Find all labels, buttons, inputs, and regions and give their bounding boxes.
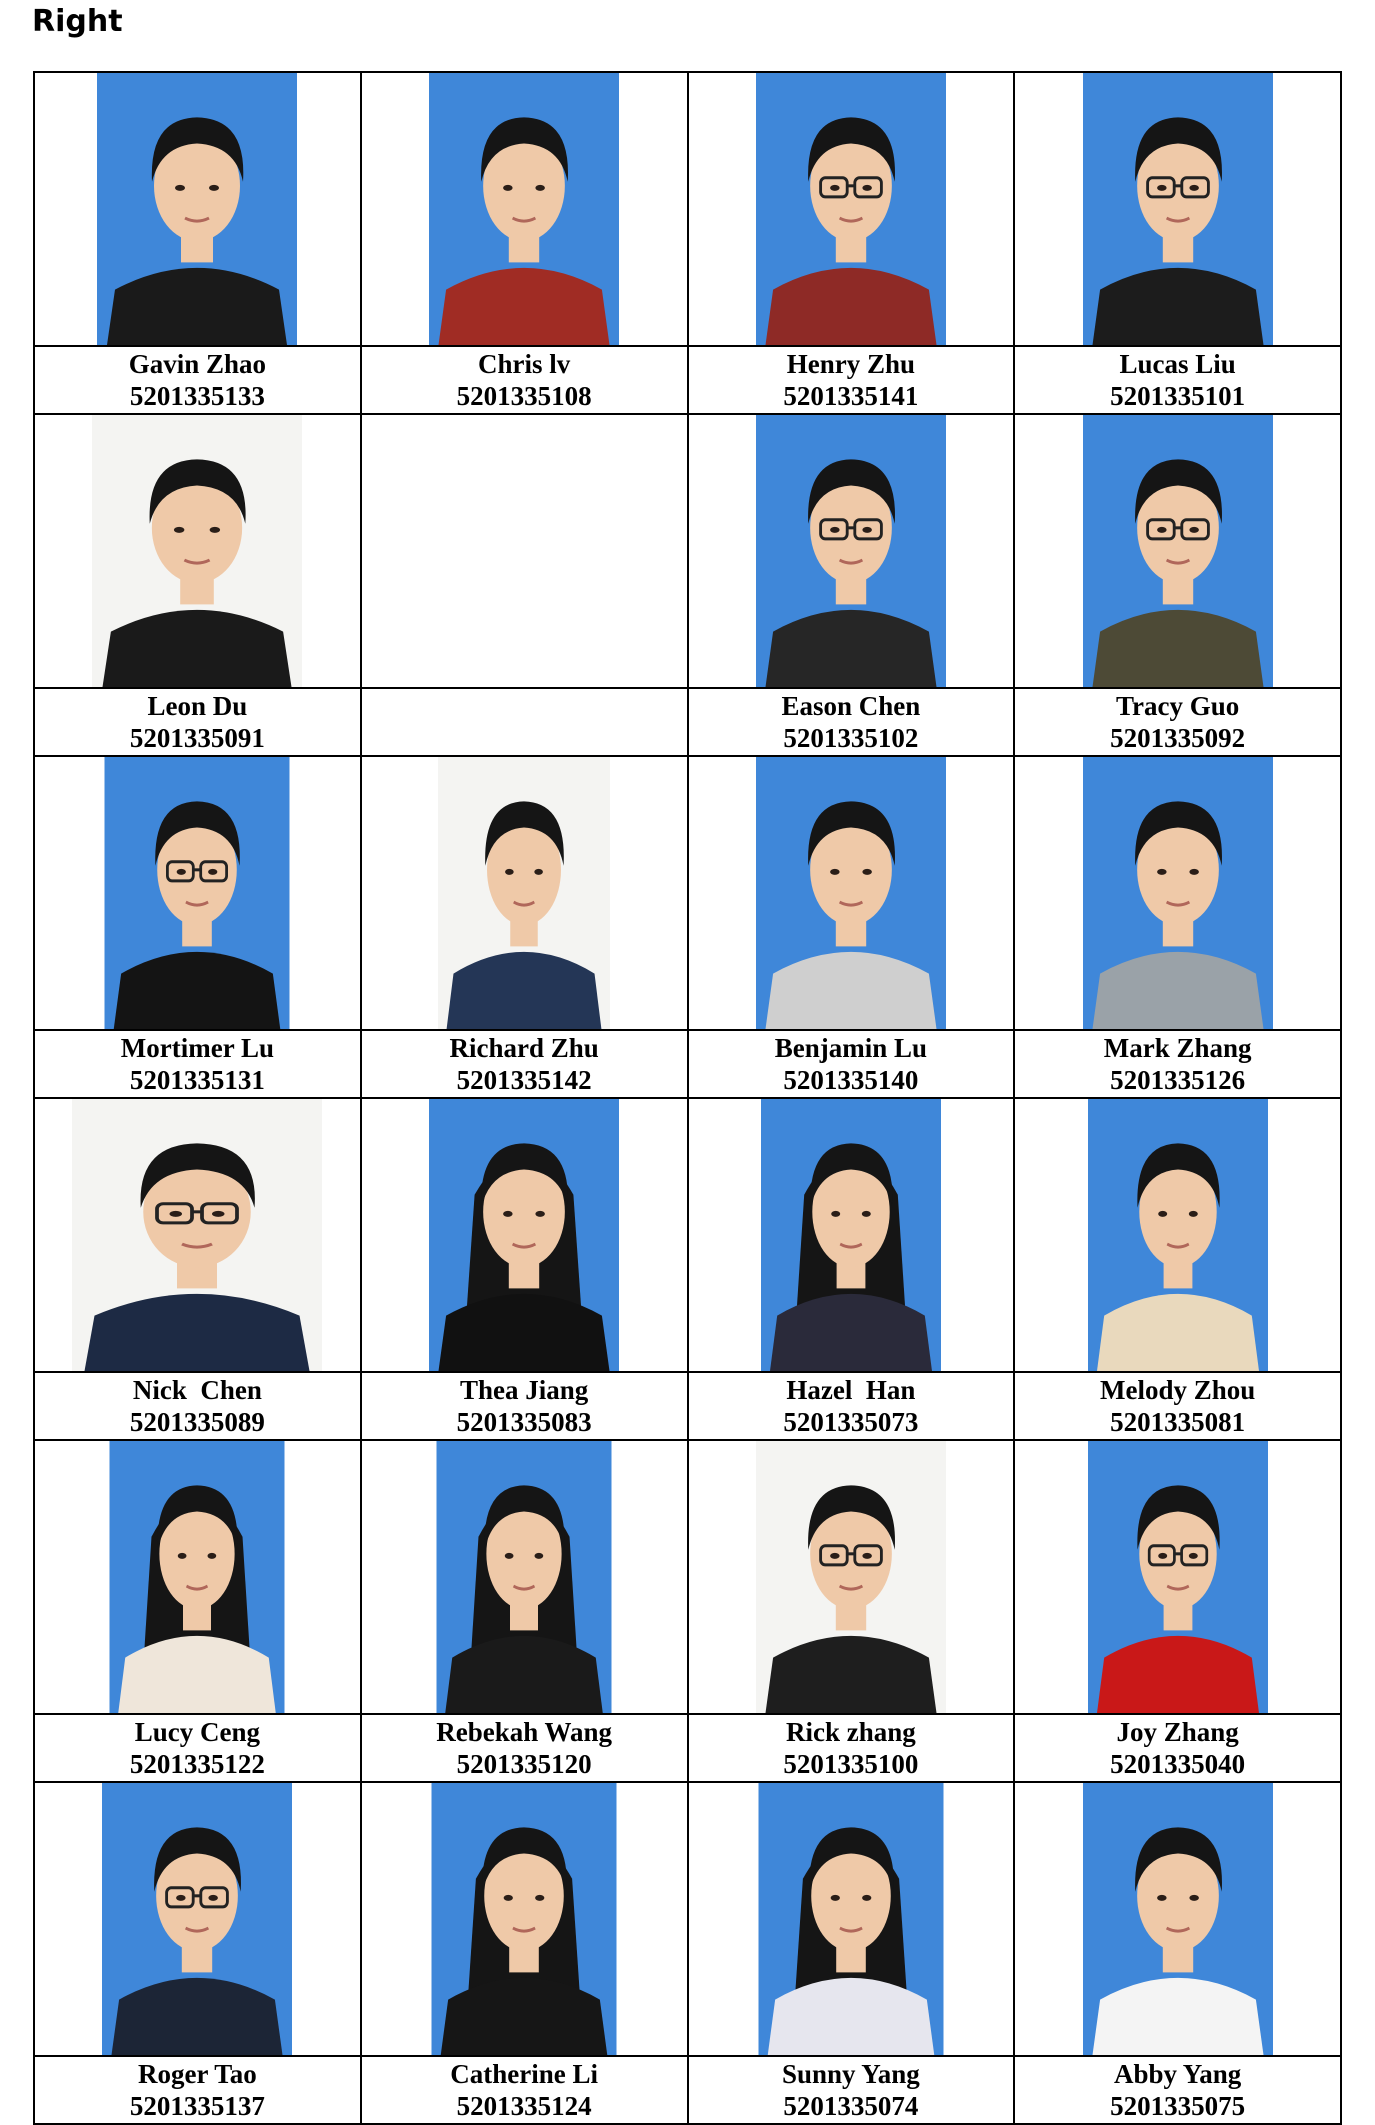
portrait-image [1088, 1099, 1268, 1371]
student-id: 5201335092 [1110, 723, 1246, 753]
right-eye [1188, 1211, 1197, 1217]
right-eye [1189, 185, 1199, 191]
right-eye [535, 1553, 544, 1559]
student-name: Sunny Yang [781, 2059, 920, 2089]
left-eye [1157, 869, 1167, 875]
student-name: Mortimer Lu [120, 1033, 274, 1063]
portrait-image [756, 1441, 946, 1713]
student-id: 5201335122 [129, 1749, 265, 1779]
portrait-image [1083, 73, 1273, 345]
name-cell [1014, 2056, 1341, 2124]
photo-cell [361, 756, 688, 1030]
photo-row [34, 1098, 1341, 1372]
student-photo [110, 1441, 285, 1713]
student-name: Mark Zhang [1103, 1033, 1252, 1063]
photo-row [34, 756, 1341, 1030]
student-roster-table [33, 71, 1342, 2125]
photo-cell [1014, 1782, 1341, 2056]
left-eye [178, 1553, 187, 1559]
left-eye [175, 185, 185, 191]
student-id: 5201335073 [783, 1407, 919, 1437]
name-cell [34, 688, 361, 756]
student-name: Lucy Ceng [134, 1717, 260, 1747]
portrait-image [756, 415, 946, 687]
student-photo [105, 757, 290, 1029]
photo-cell [34, 72, 361, 346]
portrait-image [1083, 415, 1273, 687]
portrait-image [432, 1783, 617, 2055]
name-row [34, 1030, 1341, 1098]
photo-cell [34, 414, 361, 688]
right-eye [208, 869, 217, 875]
portrait-image [72, 1099, 322, 1371]
student-photo [1088, 1441, 1268, 1713]
name-cell [34, 1030, 361, 1098]
left-eye [831, 1895, 840, 1901]
student-name: Thea Jiang [459, 1375, 589, 1405]
student-id: 5201335120 [456, 1749, 592, 1779]
photo-cell [34, 756, 361, 1030]
name-cell [34, 346, 361, 414]
photo-cell [1014, 756, 1341, 1030]
right-eye [1189, 1895, 1199, 1901]
student-name: Hazel Han [786, 1375, 916, 1405]
photo-row [34, 1440, 1341, 1714]
right-eye [862, 869, 872, 875]
name-cell [688, 1714, 1015, 1782]
left-eye [504, 1895, 513, 1901]
student-name: Rebekah Wang [436, 1717, 613, 1747]
student-photo [1088, 1099, 1268, 1371]
right-eye [862, 185, 872, 191]
student-id: 5201335124 [456, 2091, 592, 2121]
photo-cell [1014, 72, 1341, 346]
left-eye [1157, 185, 1167, 191]
portrait-image [110, 1441, 285, 1713]
photo-cell [34, 1440, 361, 1714]
name-cell [34, 2056, 361, 2124]
photo-cell [361, 1440, 688, 1714]
student-name: Henry Zhu [786, 349, 916, 379]
right-eye [862, 527, 872, 533]
student-name: Melody Zhou [1099, 1375, 1256, 1405]
name-cell [688, 346, 1015, 414]
student-id: 5201335101 [1110, 381, 1246, 411]
student-id: 5201335102 [783, 723, 919, 753]
name-cell [361, 1372, 688, 1440]
portrait-image [761, 1099, 941, 1371]
student-name: Chris lv [477, 349, 571, 379]
student-id: 5201335142 [456, 1065, 592, 1095]
photo-cell [361, 1098, 688, 1372]
photo-cell [34, 1098, 361, 1372]
photo-cell [1014, 414, 1341, 688]
student-photo [432, 1783, 617, 2055]
student-id: 5201335100 [783, 1749, 919, 1779]
student-name: Rick zhang [785, 1717, 916, 1747]
student-name: Benjamin Lu [774, 1033, 928, 1063]
name-cell [688, 2056, 1015, 2124]
student-photo [756, 73, 946, 345]
right-eye [862, 1895, 871, 1901]
student-photo [429, 73, 619, 345]
student-photo [102, 1783, 292, 2055]
portrait-image [429, 73, 619, 345]
student-photo [756, 1441, 946, 1713]
student-id: 5201335140 [783, 1065, 919, 1095]
name-cell [361, 1030, 688, 1098]
left-eye [503, 185, 512, 191]
photo-cell [34, 1782, 361, 2056]
portrait-image [429, 1099, 619, 1371]
student-id: 5201335131 [129, 1065, 265, 1095]
photo-row [34, 1782, 1341, 2056]
student-id: 5201335074 [783, 2091, 919, 2121]
photo-row [34, 72, 1341, 346]
photo-cell [688, 756, 1015, 1030]
right-eye [1188, 1553, 1197, 1559]
name-cell [688, 1030, 1015, 1098]
student-name: Tracy Guo [1116, 691, 1240, 721]
student-photo [1083, 757, 1273, 1029]
student-id: 5201335075 [1110, 2091, 1246, 2121]
student-photo [438, 757, 610, 1029]
name-cell [1014, 1372, 1341, 1440]
student-photo [437, 1441, 612, 1713]
student-name: Nick Chen [132, 1375, 262, 1405]
portrait-image [92, 415, 302, 687]
student-name: Roger Tao [137, 2059, 257, 2089]
left-eye [1157, 1895, 1167, 1901]
student-id: 5201335126 [1110, 1065, 1246, 1095]
name-cell [688, 1372, 1015, 1440]
student-photo [1083, 73, 1273, 345]
student-photo [97, 73, 297, 345]
right-eye [862, 1211, 871, 1217]
photo-cell [688, 1098, 1015, 1372]
photo-cell [688, 1782, 1015, 2056]
portrait-image [105, 757, 290, 1029]
photo-cell [361, 1782, 688, 2056]
right-eye [536, 185, 546, 191]
portrait-image [1083, 757, 1273, 1029]
right-eye [862, 1553, 872, 1559]
student-name: Lucas Liu [1119, 349, 1236, 379]
name-cell [361, 2056, 688, 2124]
portrait-image [1083, 1783, 1273, 2055]
left-eye [503, 1211, 512, 1217]
portrait-image [437, 1441, 612, 1713]
left-eye [1157, 527, 1167, 533]
portrait-image [758, 1783, 943, 2055]
student-id: 5201335081 [1110, 1407, 1246, 1437]
name-row [34, 1714, 1341, 1782]
left-eye [830, 1553, 840, 1559]
student-photo [756, 415, 946, 687]
student-id: 5201335040 [1110, 1749, 1246, 1779]
portrait-image [756, 757, 946, 1029]
portrait-image [438, 757, 610, 1029]
student-photo [1083, 1783, 1273, 2055]
student-name: Gavin Zhao [128, 349, 267, 379]
student-photo [92, 415, 302, 687]
page-title: Right [32, 4, 123, 39]
right-eye [535, 1895, 544, 1901]
student-photo [758, 1783, 943, 2055]
student-id: 5201335141 [783, 381, 919, 411]
left-eye [505, 869, 514, 875]
right-eye [534, 869, 543, 875]
student-photo [756, 757, 946, 1029]
portrait-image [756, 73, 946, 345]
name-cell [1014, 688, 1341, 756]
student-id: 5201335133 [129, 381, 265, 411]
name-row [34, 1372, 1341, 1440]
student-photo [429, 1099, 619, 1371]
student-photo [72, 1099, 322, 1371]
left-eye [176, 1895, 186, 1901]
right-eye [210, 527, 221, 533]
name-cell [1014, 346, 1341, 414]
student-name: Richard Zhu [449, 1033, 599, 1063]
student-name: Leon Du [147, 691, 248, 721]
portrait-image [97, 73, 297, 345]
name-row [34, 346, 1341, 414]
right-eye [209, 1895, 219, 1901]
student-id: 5201335089 [129, 1407, 265, 1437]
name-cell [361, 1714, 688, 1782]
student-name: Abby Yang [1113, 2059, 1242, 2089]
photo-cell [688, 414, 1015, 688]
name-row [34, 688, 1341, 756]
name-cell [34, 1372, 361, 1440]
student-name: Eason Chen [781, 691, 921, 721]
left-eye [830, 185, 840, 191]
student-id: 5201335137 [129, 2091, 265, 2121]
right-eye [212, 1211, 225, 1217]
left-eye [505, 1553, 514, 1559]
photo-row [34, 414, 1341, 688]
portrait-image [1088, 1441, 1268, 1713]
photo-cell [688, 72, 1015, 346]
photo-cell [361, 414, 688, 688]
student-photo [761, 1099, 941, 1371]
name-cell [34, 1714, 361, 1782]
left-eye [831, 1211, 840, 1217]
right-eye [209, 185, 219, 191]
student-name: Joy Zhang [1116, 1717, 1239, 1747]
right-eye [208, 1553, 217, 1559]
left-eye [830, 869, 840, 875]
photo-cell [361, 72, 688, 346]
student-photo [1083, 415, 1273, 687]
left-eye [177, 869, 186, 875]
name-cell [1014, 1030, 1341, 1098]
student-id: 5201335108 [456, 381, 592, 411]
student-id: 5201335083 [456, 1407, 592, 1437]
name-row [34, 2056, 1341, 2124]
left-eye [830, 527, 840, 533]
name-cell [361, 688, 688, 756]
photo-cell [1014, 1440, 1341, 1714]
portrait-image [102, 1783, 292, 2055]
left-eye [1158, 1553, 1167, 1559]
right-eye [1189, 527, 1199, 533]
right-eye [536, 1211, 546, 1217]
left-eye [174, 527, 185, 533]
name-cell [1014, 1714, 1341, 1782]
name-cell [361, 346, 688, 414]
name-cell [688, 688, 1015, 756]
left-eye [170, 1211, 183, 1217]
student-id: 5201335091 [129, 723, 265, 753]
student-name: Catherine Li [450, 2059, 598, 2089]
photo-cell [1014, 1098, 1341, 1372]
photo-cell [688, 1440, 1015, 1714]
left-eye [1158, 1211, 1167, 1217]
right-eye [1189, 869, 1199, 875]
